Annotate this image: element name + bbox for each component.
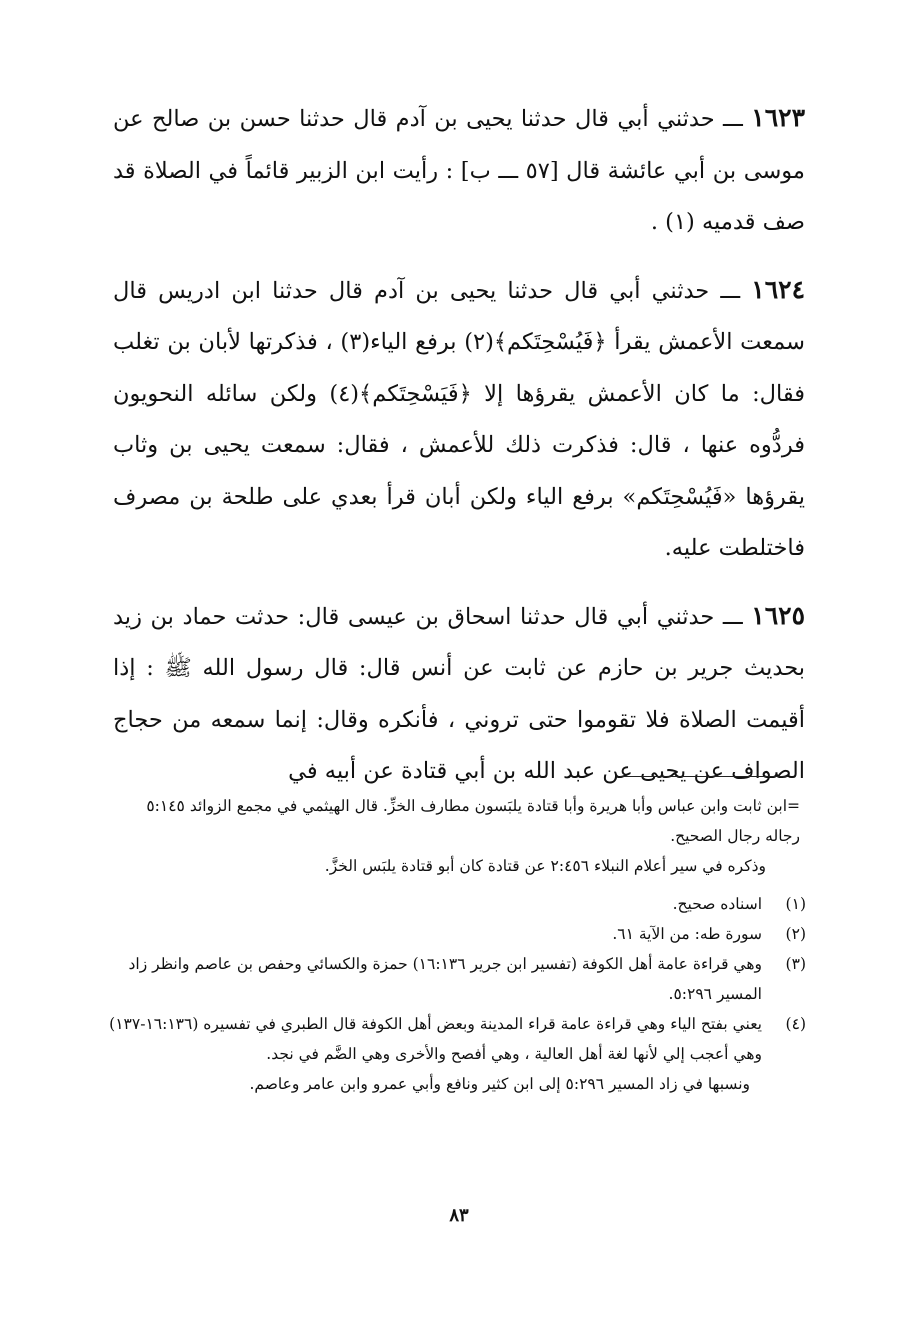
main-text [113, 92, 805, 813]
footnote-text: سورة طه: من الآية ٦١. [612, 925, 762, 943]
footnote-continuation-extra: وذكره في سير أعلام النبلاء ٢:٤٥٦ عن قتادة كان أبو قتادة يلبَس الخزَّ. [324, 857, 766, 875]
footnote-text: يعني بفتح الياء وهي قراءة عامة قراء المدينة وبعض أهل الكوفة قال الطبري في تفسيره (١٦:١٣٦-١٣٧) وهي أعجب إلي لأنها لغة أهل العالية ، وهي أفصح والأخرى وهي الضَّم في نجد. [109, 1015, 762, 1063]
footnote-4 [108, 1009, 806, 1069]
footnote-2 [108, 919, 806, 949]
hadith-entry-1623 [113, 92, 805, 249]
hadith-entry-1625 [113, 590, 805, 798]
footnote-4-extra: ونسبها في زاد المسير ٥:٢٩٦ إلى ابن كثير ونافع وأبي عمرو وابن عامر وعاصم. [249, 1075, 750, 1093]
footnote-marker: (١) [785, 895, 806, 913]
footnote-text: اسناده صحيح. [672, 895, 762, 913]
hadith-entry-1624 [113, 264, 805, 575]
footnote-marker: (٤) [785, 1015, 806, 1033]
page-number: ٨٣ [449, 1205, 469, 1226]
entry-number: ١٦٢٥ [751, 600, 805, 630]
footnote-marker: (٢) [785, 925, 806, 943]
footnote-separator [620, 776, 788, 777]
footnote-1 [108, 889, 806, 919]
footnote-text: وهي قراءة عامة أهل الكوفة (تفسير ابن جرير ١٦:١٣٦) حمزة والكسائي وحفص بن عاصم وانظر زاد المسير ٥:٢٩٦. [128, 955, 762, 1003]
entry-text: ـــ حدثني أبي قال حدثنا يحيى بن آدم قال حدثنا ابن ادريس قال سمعت الأعمش يقرأ ﴿فَيُسْحِتَكم﴾(٢) برفع الياء(٣) ، فذكرتها لأبان بن تغلب فقال: ما كان الأعمش يقرؤها إلا ﴿فَيَسْحِتَكم﴾(٤) ولكن سائله النحويون فردُّوه عنها ، قال: فذكرت ذلك للأعمش ، فقال: سمعت يحيى بن وثاب يقرؤها «فَيُسْحِتَكم» برفع الياء ولكن أبان قرأ بعدي على طلحة بن مصرف فاختلطت عليه. [113, 277, 805, 561]
entry-number: ١٦٢٣ [751, 103, 805, 132]
footnote-continuation: =ابن ثابت وابن عباس وأبا هريرة وأبا قتادة يلبَسون مطارف الخزِّ. قال الهيثمي في مجمع الزوائد ٥:١٤٥ رجاله رجال الصحيح. [146, 797, 800, 845]
entry-text: ـــ حدثني أبي قال حدثنا اسحاق بن عيسى قال: حدثت حماد بن زيد بحديث جرير بن حازم عن ثابت عن أنس قال: قال رسول الله ﷺ : إذا أقيمت الصلاة فلا تقوموا حتى تروني ، فأنكره وقال: إنما سمعه من حجاج الصواف عن يحيى عن عبد الله بن أبي قتادة عن أبيه في [113, 603, 805, 784]
entry-text: ـــ حدثني أبي قال حدثنا يحيى بن آدم قال حدثنا حسن بن صالح عن موسى بن أبي عائشة قال [٥٧ ـــ ب] : رأيت ابن الزبير قائماً في الصلاة قد صف قدميه (١) . [113, 106, 805, 235]
footnote-marker: (٣) [785, 955, 806, 973]
footnotes [108, 791, 806, 1099]
footnote-3 [108, 949, 806, 1009]
entry-number: ١٦٢٤ [751, 274, 805, 304]
